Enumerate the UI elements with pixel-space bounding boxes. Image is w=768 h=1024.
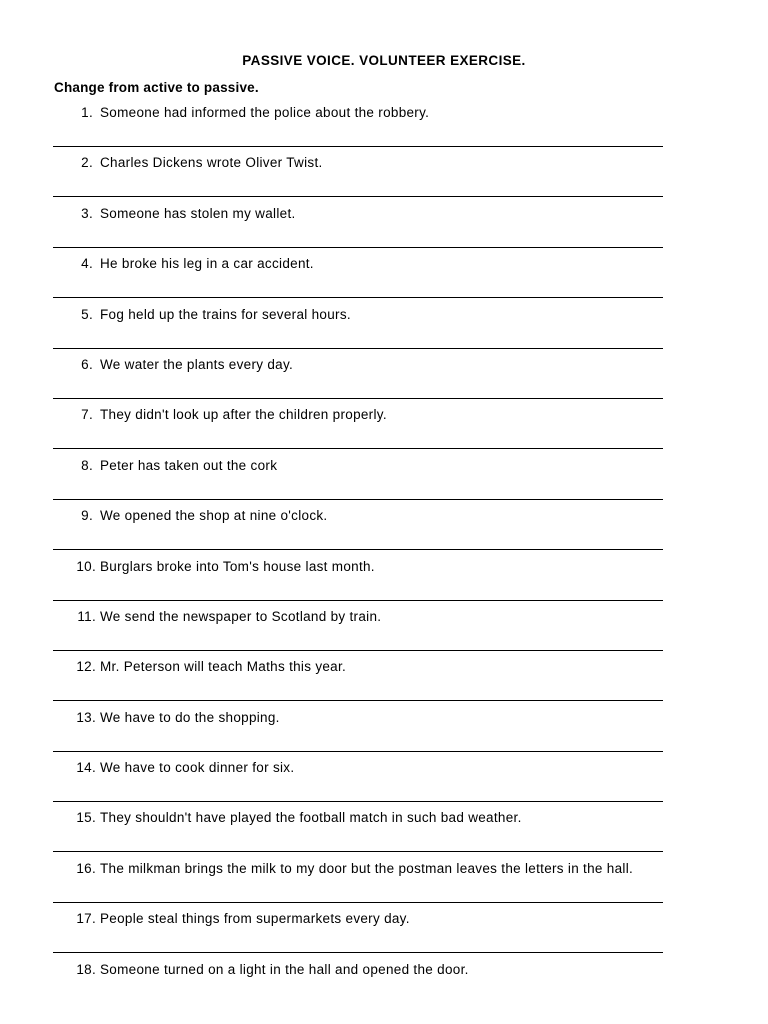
answer-line[interactable]: [53, 751, 663, 752]
item-number: 5.: [81, 306, 93, 322]
answer-line[interactable]: [53, 297, 663, 298]
answer-line[interactable]: [53, 549, 663, 550]
item-text: We have to cook dinner for six.: [100, 760, 295, 776]
answer-line[interactable]: [53, 952, 663, 953]
item-text: Charles Dickens wrote Oliver Twist.: [100, 155, 323, 171]
item-text: Someone has stolen my wallet.: [100, 205, 296, 221]
item-number: 11.: [77, 608, 96, 624]
exercise-item: [0, 457, 768, 507]
item-number: 12.: [76, 659, 96, 675]
answer-line[interactable]: [53, 851, 663, 852]
item-text: The milkman brings the milk to my door but the postman leaves the letters in the hall.: [100, 860, 634, 876]
exercise-item: [0, 406, 768, 456]
exercise-item: [0, 558, 768, 608]
answer-line[interactable]: [53, 448, 663, 449]
item-number: 9.: [81, 508, 93, 524]
item-text: He broke his leg in a car accident.: [100, 256, 314, 272]
exercise-item: [0, 356, 768, 406]
exercise-item: [0, 809, 768, 859]
exercise-item: [0, 306, 768, 356]
answer-line[interactable]: [53, 398, 663, 399]
exercise-item: [0, 507, 768, 557]
worksheet-title: PASSIVE VOICE. VOLUNTEER EXERCISE.: [242, 53, 526, 68]
item-number: 14.: [76, 760, 96, 776]
answer-line[interactable]: [53, 600, 663, 601]
item-text: We opened the shop at nine o'clock.: [100, 508, 328, 524]
exercise-item: [0, 759, 768, 809]
exercise-item: [0, 910, 768, 960]
item-text: People steal things from supermarkets every day.: [100, 911, 410, 927]
item-text: Someone turned on a light in the hall and opened the door.: [100, 961, 469, 977]
item-text: We have to do the shopping.: [100, 709, 280, 725]
answer-line[interactable]: [53, 499, 663, 500]
answer-line[interactable]: [53, 801, 663, 802]
instructions: Change from active to passive.: [54, 80, 259, 95]
item-text: Fog held up the trains for several hours.: [100, 306, 351, 322]
item-text: They shouldn't have played the football match in such bad weather.: [100, 810, 522, 826]
item-number: 18.: [76, 961, 96, 977]
item-number: 8.: [81, 457, 93, 473]
exercise-item: [0, 154, 768, 204]
answer-line[interactable]: [53, 902, 663, 903]
item-number: 13.: [76, 709, 96, 725]
item-number: 17.: [76, 911, 96, 927]
answer-line[interactable]: [53, 650, 663, 651]
item-number: 10.: [76, 558, 96, 574]
item-number: 6.: [81, 356, 93, 372]
answer-line[interactable]: [53, 348, 663, 349]
item-number: 2.: [81, 155, 93, 171]
exercise-item: [0, 961, 768, 1011]
exercise-item: [0, 860, 768, 910]
item-number: 7.: [81, 407, 93, 423]
answer-line[interactable]: [53, 700, 663, 701]
item-number: 4.: [81, 256, 93, 272]
exercise-item: [0, 205, 768, 255]
answer-line[interactable]: [53, 146, 663, 147]
exercise-item: [0, 255, 768, 305]
item-number: 3.: [81, 205, 93, 221]
item-text: They didn't look up after the children properly.: [100, 407, 387, 423]
exercise-item: [0, 104, 768, 154]
item-text: We send the newspaper to Scotland by train.: [100, 608, 382, 624]
item-text: We water the plants every day.: [100, 356, 294, 372]
answer-line[interactable]: [53, 196, 663, 197]
item-number: 15.: [76, 810, 96, 826]
item-number: 16.: [76, 860, 96, 876]
item-number: 1.: [81, 105, 93, 120]
item-text: Burglars broke into Tom's house last month.: [100, 558, 375, 574]
exercise-item: [0, 709, 768, 759]
exercise-item: [0, 608, 768, 658]
item-text: Someone had informed the police about the robbery.: [100, 105, 430, 120]
item-text: Mr. Peterson will teach Maths this year.: [100, 659, 347, 675]
exercise-list: [0, 104, 768, 1011]
answer-line[interactable]: [53, 247, 663, 248]
exercise-item: [0, 658, 768, 708]
item-text: Peter has taken out the cork: [100, 457, 278, 473]
